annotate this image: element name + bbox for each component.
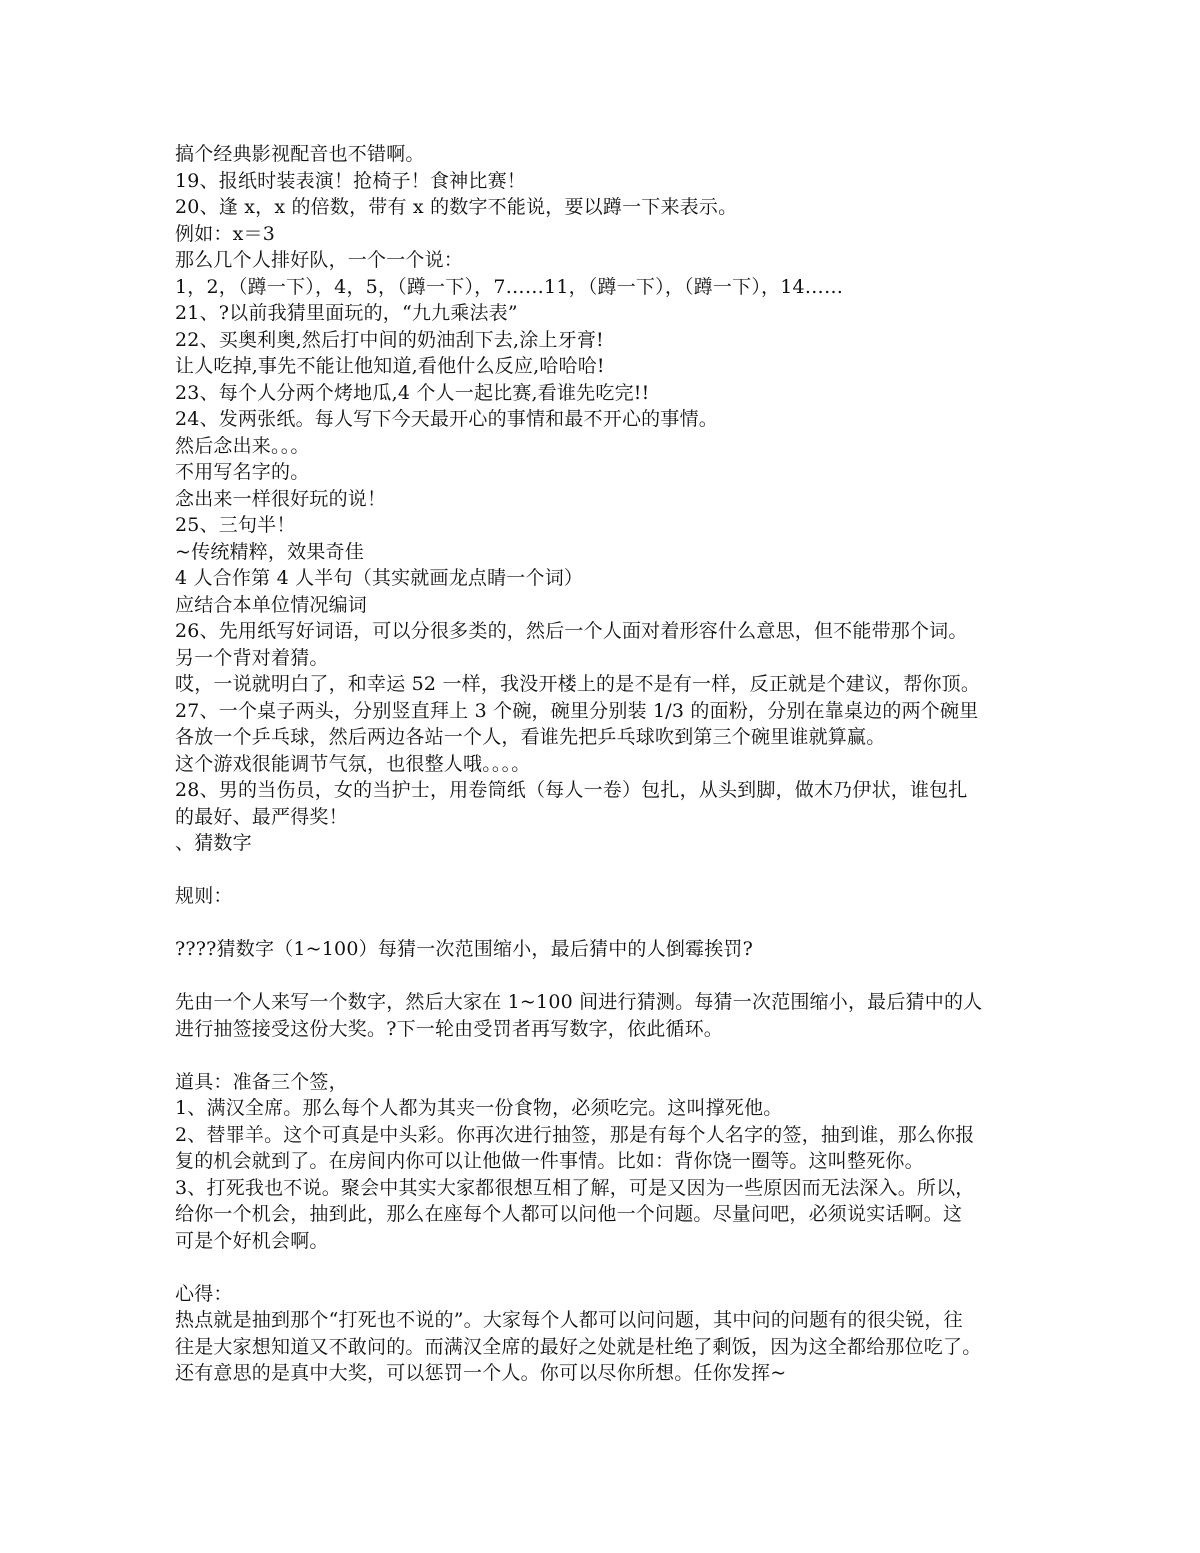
text-line: 搞个经典影视配音也不错啊。 <box>175 143 425 165</box>
text-line: 3、打死我也不说。聚会中其实大家都很想互相了解，可是又因为一些原因而无法深入。所以， <box>175 1176 975 1199</box>
text-line: 20、逢 x，x 的倍数，带有 x 的数字不能说，要以蹲一下来表示。 <box>175 196 738 218</box>
text-line: 1、满汉全席。那么每个人都为其夹一份食物，必须吃完。这叫撑死他。 <box>175 1097 783 1119</box>
text-line: 、猜数字 <box>175 832 252 854</box>
text-line: 25、三句半！ <box>175 514 296 536</box>
text-line: 23、每个人分两个烤地瓜,4 个人一起比赛,看谁先吃完!! <box>175 381 650 404</box>
text-line: 例如：x＝3 <box>175 222 276 245</box>
text-line: ????猜数字（1~100）每猜一次范围缩小，最后猜中的人倒霉挨罚? <box>175 938 754 960</box>
text-line: 然后念出来。。。 <box>175 434 310 457</box>
text-line: 的最好、最严得奖！ <box>175 805 348 828</box>
text-line: 先由一个人来写一个数字，然后大家在 1~100 间进行猜测。每猜一次范围缩小，最后猜中的人 <box>175 991 983 1013</box>
text-line: 28、男的当伤员，女的当护士，用卷筒纸（每人一卷）包扎，从头到脚，做木乃伊状，谁包扎 <box>175 779 968 801</box>
text-line: 这个游戏很能调节气氛，也很整人哦。。。。 <box>175 752 531 775</box>
blank-line <box>175 910 1035 937</box>
text-line: 26、先用纸写好词语，可以分很多类的，然后一个人面对着形容什么意思，但不能带那个词。 <box>175 620 968 642</box>
blank-line <box>175 1254 1035 1281</box>
text-line: 那么几个人排好队，一个一个说： <box>175 249 464 271</box>
text-line: 21、?以前我猜里面玩的，“九九乘法表” <box>175 302 518 324</box>
text-line: 给你一个机会，抽到此，那么在座每个人都可以问他一个问题。尽量问吧，必须说实话啊。这 <box>175 1203 963 1225</box>
text-line: 热点就是抽到那个“打死也不说的”。大家每个人都可以问问题，其中问的问题有的很尖锐，往 <box>175 1309 963 1331</box>
text-line: 1，2，（蹲一下），4，5，（蹲一下），7……11，（蹲一下），（蹲一下），14…… <box>175 275 844 298</box>
text-line: 往是大家想知道又不敢问的。而满汉全席的最好之处就是杜绝了剩饭，因为这全都给那位吃了。 <box>175 1335 982 1358</box>
text-line: 另一个背对着猜。 <box>175 646 329 669</box>
text-line: 不用写名字的。 <box>175 461 310 483</box>
text-line: 19、报纸时装表演！抢椅子！食神比赛！ <box>175 169 526 192</box>
blank-line <box>175 963 1035 990</box>
text-line: 规则： <box>175 885 233 907</box>
document-body <box>175 141 1035 1387</box>
text-line: 可是个好机会啊。 <box>175 1229 329 1252</box>
text-line: 道具：准备三个签， <box>175 1070 348 1093</box>
text-line: 进行抽签接受这份大奖。?下一轮由受罚者再写数字，依此循环。 <box>175 1017 723 1040</box>
blank-line <box>175 857 1035 884</box>
text-line: 2、替罪羊。这个可真是中头彩。你再次进行抽签，那是有每个人名字的签，抽到谁，那么你报 <box>175 1123 975 1146</box>
text-line: 4 人合作第 4 人半句（其实就画龙点睛一个词） <box>175 567 584 589</box>
blank-line <box>175 1042 1035 1069</box>
text-line: 各放一个乒乓球，然后两边各站一个人，看谁先把乒乓球吹到第三个碗里谁就算赢。 <box>175 726 886 748</box>
text-line: 还有意思的是真中大奖，可以惩罚一个人。你可以尽你所想。任你发挥~ <box>175 1362 787 1384</box>
text-line: 27、一个桌子两头，分别竖直拜上 3 个碗，碗里分别装 1/3 的面粉，分别在靠桌边的两个碗里 <box>175 699 979 722</box>
text-line: 念出来一样很好玩的说！ <box>175 487 387 510</box>
text-line: 让人吃掉,事先不能让他知道,看他什么反应,哈哈哈! <box>175 355 605 377</box>
text-line: 24、发两张纸。每人写下今天最开心的事情和最不开心的事情。 <box>175 408 718 430</box>
text-line: 心得： <box>175 1282 233 1305</box>
text-line: 复的机会就到了。在房间内你可以让他做一件事情。比如：背你饶一圈等。这叫整死你。 <box>175 1150 924 1172</box>
text-line: ~传统精粹，效果奇佳 <box>175 540 364 563</box>
text-line: 22、买奥利奥,然后打中间的奶油刮下去,涂上牙膏! <box>175 328 604 351</box>
text-line: 哎，一说就明白了，和幸运 52 一样，我没开楼上的是不是有一样，反正就是个建议，帮你顶。 <box>175 673 981 695</box>
text-line: 应结合本单位情况编词 <box>175 593 368 616</box>
